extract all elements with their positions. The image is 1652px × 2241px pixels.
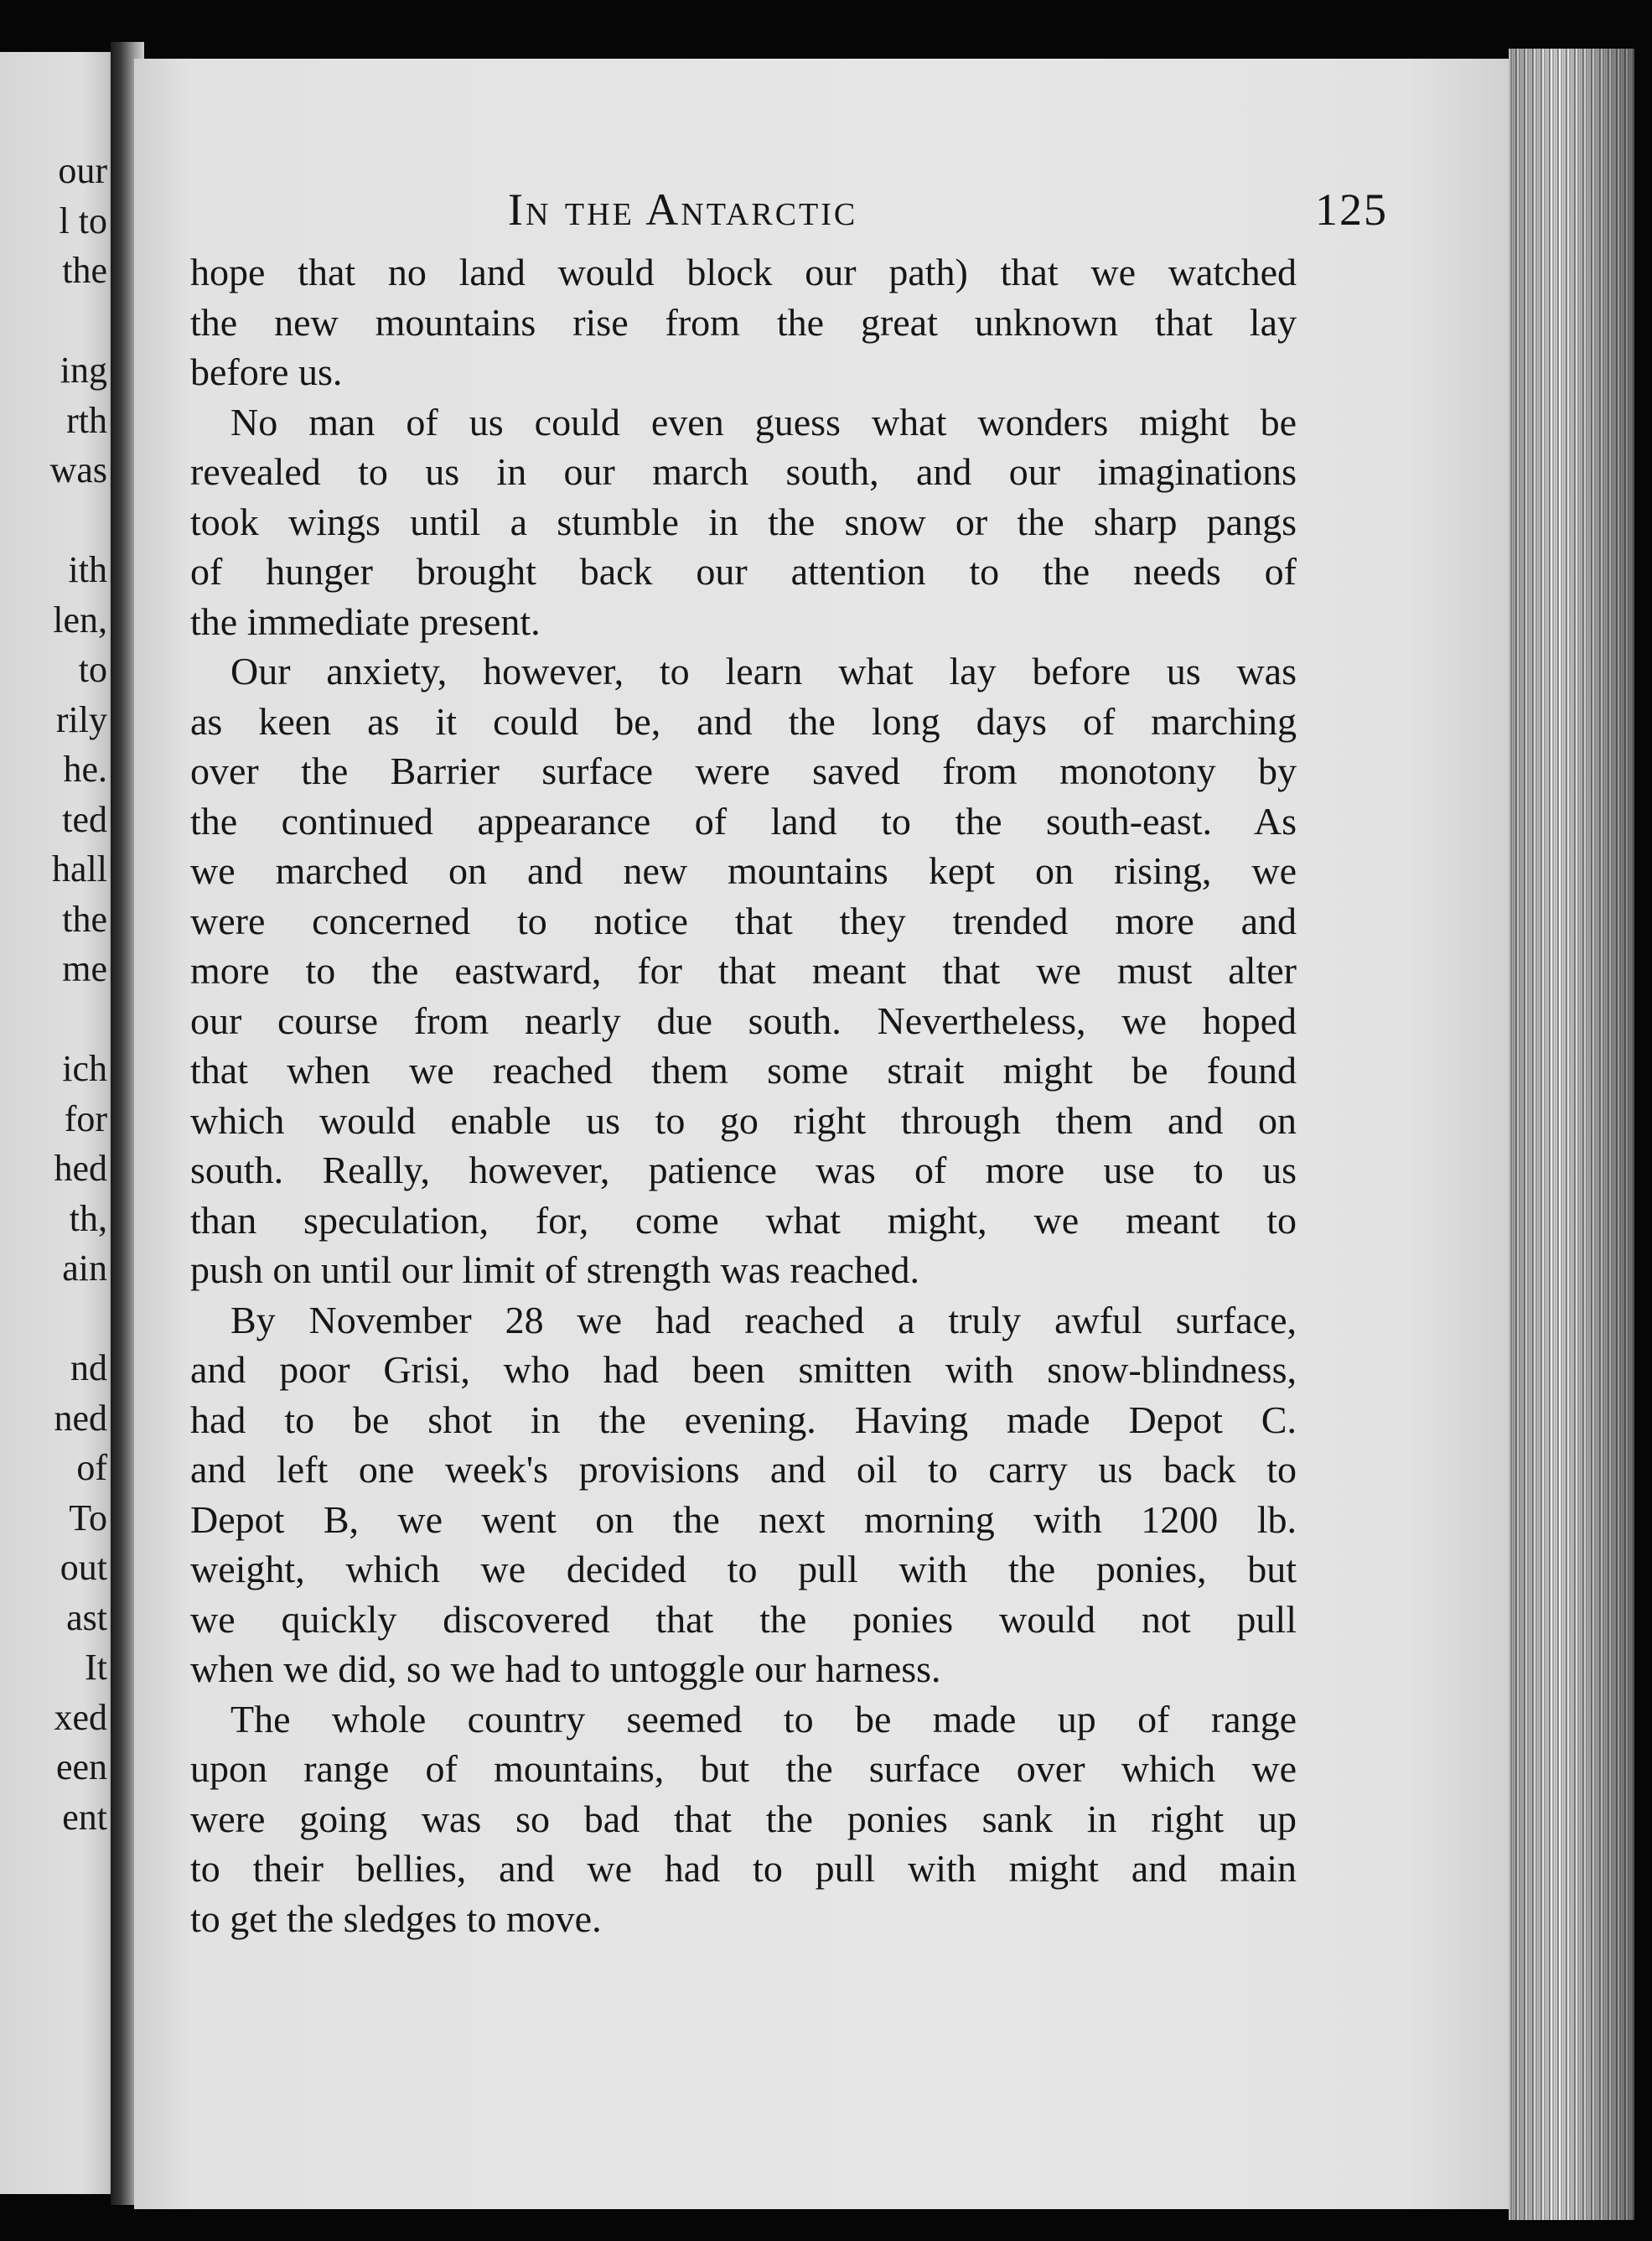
text-line: took wings until a stumble in the snow or the sharp pangs	[190, 500, 1297, 543]
text-line: and poor Grisi, who had been smitten with snow-blindness,	[190, 1348, 1297, 1391]
facing-page-fragment: hall	[52, 848, 107, 890]
facing-page-fragment: th,	[69, 1197, 107, 1239]
facing-page-fragment: to	[78, 649, 107, 690]
facing-page-fragment: rth	[66, 399, 107, 441]
facing-page-fragment: ast	[66, 1596, 107, 1638]
facing-page-fragment: len,	[53, 599, 107, 641]
facing-page-fragment: ing	[60, 350, 107, 391]
facing-page-fragment: of	[76, 1447, 107, 1488]
facing-page-fragment: l to	[59, 200, 107, 241]
facing-page-fragment: out	[60, 1547, 107, 1588]
text-line: No man of us could even guess what wonders might be	[230, 400, 1297, 444]
facing-page-fragment: was	[49, 449, 107, 490]
text-line: to their bellies, and we had to pull with might and main	[190, 1847, 1297, 1890]
text-line: the new mountains rise from the great unknown that lay	[190, 300, 1297, 344]
facing-page-fragment: hed	[54, 1148, 107, 1189]
text-line: south. Really, however, patience was of more use to us	[190, 1149, 1297, 1191]
text-line: as keen as it could be, and the long days of marching	[190, 699, 1297, 743]
text-line: The whole country seemed to be made up of range	[230, 1697, 1297, 1740]
text-line: revealed to us in our march south, and our imaginations	[190, 450, 1297, 493]
text-line: hope that no land would block our path) that we watched	[190, 251, 1297, 293]
facing-page-fragment: me	[62, 948, 107, 989]
page-edges-shade	[1509, 49, 1634, 2220]
text-line: were concerned to notice that they trended more and	[190, 899, 1297, 942]
text-line: upon range of mountains, but the surface over which we	[190, 1747, 1297, 1790]
text-line: when we did, so we had to untoggle our harness.	[190, 1647, 941, 1690]
facing-page-fragment: To	[69, 1497, 107, 1538]
running-head	[508, 184, 1388, 235]
text-line: that when we reached them some strait might be found	[190, 1049, 1297, 1092]
facing-page-fragment: ith	[68, 549, 107, 590]
facing-page-fragment: for	[64, 1097, 107, 1139]
text-line: we quickly discovered that the ponies would not pull	[190, 1597, 1297, 1641]
page-number: 125	[1315, 184, 1388, 235]
text-line: than speculation, for, come what might, we meant to	[190, 1198, 1297, 1242]
text-line: had to be shot in the evening. Having made Depot C.	[190, 1398, 1297, 1441]
text-line: which would enable us to go right through them and on	[190, 1098, 1297, 1142]
text-line: our course from nearly due south. Nevertheless, we hoped	[190, 999, 1297, 1042]
facing-page-fragment: een	[55, 1746, 107, 1787]
facing-page-fragment: ned	[54, 1397, 107, 1439]
text-line: over the Barrier surface were saved from monotony by	[190, 750, 1297, 792]
facing-page-fragment: our	[58, 150, 107, 191]
text-line: we marched on and new mountains kept on rising, we	[190, 849, 1297, 892]
text-line: and left one week's provisions and oil to carry us back to	[190, 1448, 1297, 1491]
facing-page	[0, 52, 117, 2194]
facing-page-fragment: nd	[70, 1347, 107, 1388]
text-line: the immediate present.	[190, 599, 541, 643]
text-line: of hunger brought back our attention to the needs of	[190, 550, 1297, 593]
text-line: to get the sledges to move.	[190, 1896, 602, 1940]
text-line: before us.	[190, 350, 343, 393]
facing-page-fragment: the	[62, 250, 107, 291]
text-line: weight, which we decided to pull with the ponies, but	[190, 1548, 1297, 1590]
facing-page-fragment: rily	[55, 698, 107, 740]
facing-page-fragment: ent	[62, 1796, 107, 1838]
text-line: Depot B, we went on the next morning with 1200 lb.	[190, 1497, 1297, 1541]
running-title: In the Antarctic	[508, 184, 858, 235]
text-line: By November 28 we had reached a truly awful surface,	[230, 1298, 1297, 1341]
facing-page-fragment: ain	[62, 1248, 107, 1289]
text-line: the continued appearance of land to the south-east. As	[190, 799, 1297, 843]
facing-page-fragment: ich	[62, 1048, 107, 1089]
body-text	[190, 247, 1297, 1943]
text-line: were going was so bad that the ponies sank in right up	[190, 1797, 1297, 1840]
facing-page-fragment: xed	[54, 1696, 107, 1738]
text-line: push on until our limit of strength was reached.	[190, 1248, 920, 1291]
text-line: Our anxiety, however, to learn what lay before us was	[230, 650, 1297, 693]
facing-page-fragment: It	[85, 1647, 107, 1688]
facing-page-fragment: the	[62, 898, 107, 940]
facing-page-fragment: he.	[63, 749, 107, 790]
text-line: more to the eastward, for that meant that we must alter	[190, 949, 1297, 992]
facing-page-fragment: ted	[62, 798, 107, 840]
